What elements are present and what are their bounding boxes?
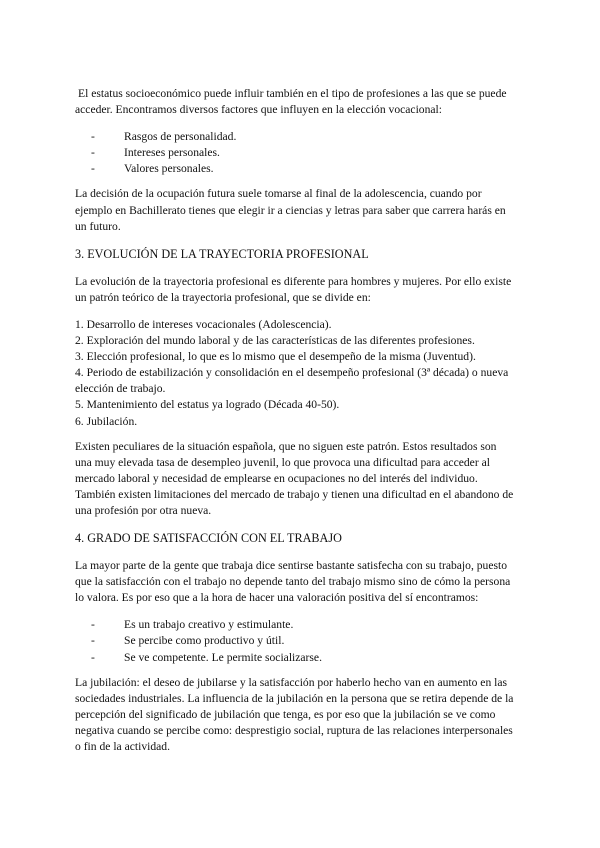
list-item: 4. Periodo de estabilización y consolidación en el desempeño profesional (3ª década) o nueva elección de trabajo. — [75, 366, 509, 396]
list-item: 5. Mantenimiento del estatus ya logrado (Década 40-50). — [75, 398, 340, 412]
section-3-intro: La evolución de la trayectoria profesional es diferente para hombres y mujeres. Por ello existe un patrón teórico de la trayectoria profesional, que se divide en: — [75, 274, 512, 304]
retirement-paragraph: La jubilación: el deseo de jubilarse y la satisfacción por haberlo hecho van en aumento en las sociedades industriales. La influencia de la jubilación en la persona que se retira depende de la percepción del significado de jubilación que tenga, es por eso que la jubilación se ve como negativa cuando se percibe como: desprestigio social, ruptura de las relaciones interpersonales o fin de la actividad. — [75, 675, 514, 753]
list-item: - Rasgos de personalidad. — [91, 129, 514, 145]
career-stages-list — [75, 317, 514, 430]
list-item: - Valores personales. — [91, 161, 514, 177]
list-item: 6. Jubilación. — [75, 414, 138, 428]
list-item: - Se ve competente. Le permite socializarse. — [91, 650, 514, 666]
intro-paragraph: El estatus socioeconómico puede influir también en el tipo de profesiones a las que se puede acceder. Encontramos diversos factores que influyen en la elección vocacional: — [75, 87, 507, 117]
decision-paragraph: La decisión de la ocupación futura suele tomarse al final de la adolescencia, cuando por ejemplo en Bachillerato tienes que elegir ir a ciencias y letras para saber que carrera harás en un futuro. — [75, 187, 506, 233]
list-item: - Intereses personales. — [91, 145, 514, 161]
section-4-heading: 4. GRADO DE SATISFACCIÓN CON EL TRABAJO — [75, 531, 342, 546]
section-3-heading: 3. EVOLUCIÓN DE LA TRAYECTORIA PROFESIONAL — [75, 246, 369, 261]
list-item: 3. Elección profesional, lo que es lo mismo que el desempeño de la misma (Juventud). — [75, 350, 476, 364]
list-item: - Es un trabajo creativo y estimulante. — [91, 617, 514, 633]
section-4-intro: La mayor parte de la gente que trabaja dice sentirse bastante satisfecha con su trabajo, puesto que la satisfacción con el trabajo no depende tanto del trabajo mismo sino de cómo la persona lo valora. Es por eso que a la hora de hacer una valoración positiva del sí encontramos: — [75, 559, 511, 605]
list-item: 1. Desarrollo de intereses vocacionales (Adolescencia). — [75, 317, 332, 331]
satisfaction-reasons-list — [75, 617, 514, 665]
list-item: - Se percibe como productivo y útil. — [91, 633, 514, 649]
section-3-closing: Existen peculiares de la situación española, que no siguen este patrón. Estos resultados son una muy elevada tasa de desempleo juvenil, lo que provoca una dificultad para acceder al mercado laboral y necesidad de emplearse en ocupaciones no del interés del individuo. También existen limitaciones del mercado de trabajo y tienen una dificultad en el abandono de una profesión por otra nueva. — [75, 439, 514, 517]
list-item: 2. Exploración del mundo laboral y de las características de las diferentes profesiones. — [75, 334, 475, 348]
vocational-factors-list — [75, 129, 514, 177]
